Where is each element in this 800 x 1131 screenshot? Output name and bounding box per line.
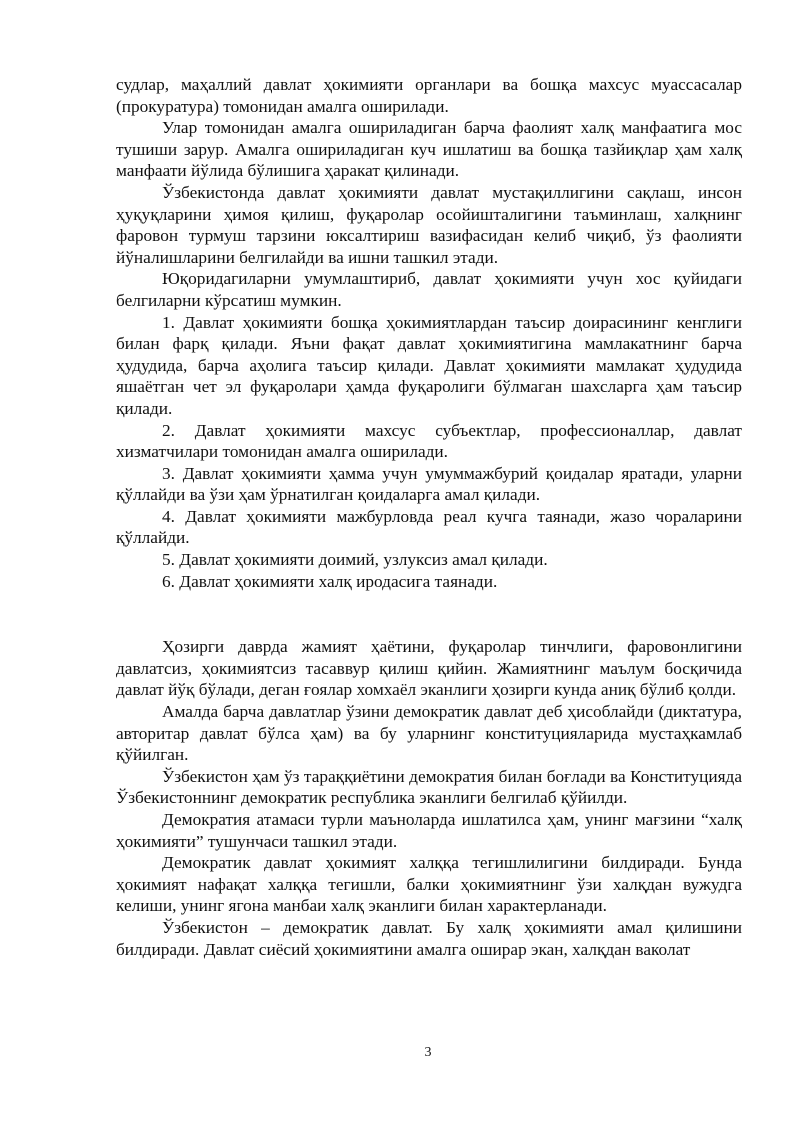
- paragraph: Демократик давлат ҳокимият халққа тегишлилигини билдиради. Бунда ҳокимият нафақат халққа тегишли, балки ҳокимиятнинг ўзи халқдан вужудга келиши, унинг ягона манбаи халқ эканлиги билан характерланади.: [116, 853, 742, 916]
- list-item: 6. Давлат ҳокимияти халқ иродасига таянади.: [162, 571, 498, 591]
- paragraph: Ўзбекистонда давлат ҳокимияти давлат мустақиллигини сақлаш, инсон ҳуқуқларини ҳимоя қилиш, фуқаролар осойишталигини таъминлаш, халқнинг фаровон турмуш тарзини юксалтириш вазифасидан келиб чиқиб, ўз фаолияти йўналишларини белгилайди ва ишни ташкил этади.: [116, 182, 742, 267]
- document-page: [116, 74, 742, 960]
- paragraph: Демократия атамаси турли маъноларда ишлатилса ҳам, унинг мағзини “халқ ҳокимияти” тушунчаси ташкил этади.: [116, 810, 742, 851]
- list-item: 1. Давлат ҳокимияти бошқа ҳокимиятлардан таъсир доирасининг кенглиги билан фарқ қилади. Яъни фақат давлат ҳокимиятигина мамлакатнинг барча ҳудудида, барча аҳолига таъсир қилади. Давлат ҳокимияти мамлакат ҳудудида яшаётган чет эл фуқаролари ҳамда фуқаролиги бўлмаган шахсларга ҳам таъсир қилади.: [116, 312, 742, 418]
- paragraph: Ўзбекистон ҳам ўз тараққиётини демократия билан боғлади ва Конституцияда Ўзбекистоннинг демократик республика эканлиги белгилаб қўйилди.: [116, 766, 742, 808]
- list-item: 2. Давлат ҳокимияти махсус субъектлар, профессионаллар, давлат хизматчилари томонидан амалга оширилади.: [116, 420, 742, 462]
- text-section-top: [116, 74, 742, 592]
- paragraph: Амалда барча давлатлар ўзини демократик давлат деб ҳисоблайди (диктатура, авторитар давлат бўлса ҳам) ва бу уларнинг конституцияларида мустаҳкамлаб қўйилган.: [116, 702, 742, 765]
- text-section-bottom: [116, 636, 742, 960]
- section-gap: [116, 592, 742, 636]
- list-item: 5. Давлат ҳокимияти доимий, узлуксиз амал қилади.: [162, 550, 548, 570]
- paragraph: Ҳозирги даврда жамият ҳаётини, фуқаролар тинчлиги, фаровонлигини давлатсиз, ҳокимиятсиз тасаввур қилиш қийин. Жамиятнинг маълум босқичида давлат йўқ бўлади, деган ғоялар хомхаёл эканлиги ҳозирги кунда аниқ бўлиб қолди.: [116, 637, 742, 700]
- list-item: 4. Давлат ҳокимияти мажбурловда реал кучга таянади, жазо чораларини қўллайди.: [116, 506, 742, 548]
- paragraph: Юқоридагиларни умумлаштириб, давлат ҳокимияти учун хос қуйидаги белгиларни кўрсатиш мумкин.: [116, 269, 742, 310]
- paragraph: Улар томонидан амалга ошириладиган барча фаолият халқ манфаатига мос тушиши зарур. Амалга ошириладиган куч ишлатиш ва бошқа тазйиқлар ҳам халқ манфаати йўлида бўлишига ҳаракат қилинади.: [116, 118, 742, 181]
- paragraph: Ўзбекистон – демократик давлат. Бу халқ ҳокимияти амал қилишини билдиради. Давлат сиёсий ҳокимиятини амалга оширар экан, халқдан ваколат: [116, 917, 742, 959]
- paragraph: судлар, маҳаллий давлат ҳокимияти органлари ва бошқа махсус муассасалар (прокуратура) томонидан амалга оширилади.: [116, 75, 742, 116]
- list-item: 3. Давлат ҳокимияти ҳамма учун умуммажбурий қоидалар яратади, уларни қўллайди ва ўзи ҳам ўрнатилган қоидаларга амал қилади.: [116, 463, 742, 505]
- page-number: 3: [424, 1045, 432, 1060]
